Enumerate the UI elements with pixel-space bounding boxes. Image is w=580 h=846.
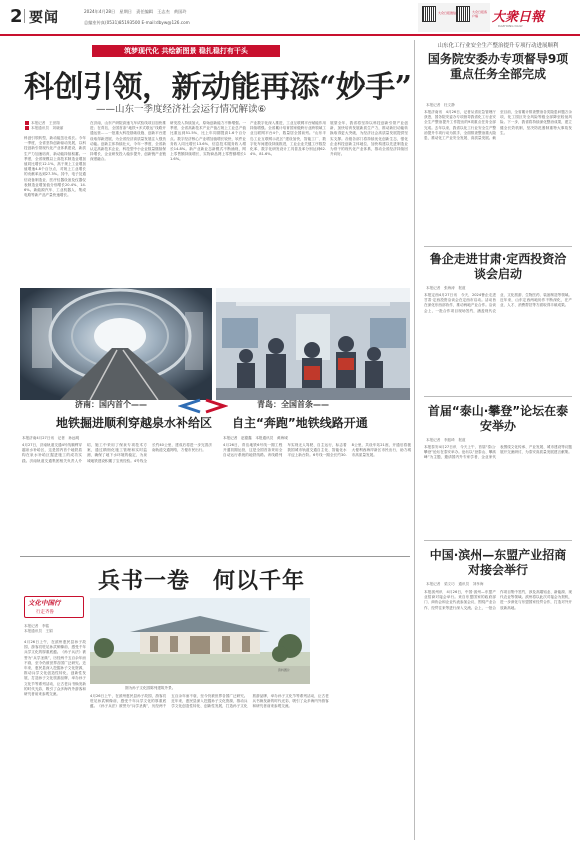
qr-caption: 大众日报微信 [438,11,457,15]
main-subtitle: ——山东一季度经济社会运行情况解读⑥ [96,104,267,115]
qr-code-icon[interactable] [456,6,470,22]
issue-meta: 2024年4月28日 星期日 责任编辑 王志杰 黄国玲 [84,9,187,14]
right-sub-headline[interactable]: 首届“泰山·攀登”论坛在泰安举办 [427,404,569,433]
main-column-3: 研发投入持续加大，原始创新能力不断增强。一季度，全省高新技术产业产值占规上工业总产值比重达到51.5%，比上年同期提高1.6个百分点。数字经济核心产业增加值增长较快，软件业务收入同比增长13.6%，信息技术服务收入增长14.8%。新产业新业态新模式不断涌现，网上零售额持续增长，实物商品网上零售额增长11.6%。 [170,121,246,162]
qr-strip [418,3,490,32]
culture-photo-credit: 资料图片 [278,668,291,672]
right-mid-text: 本报定西4月27日讯 今天，2024鲁企走进甘肃·定西投资洽谈会在定西市启动。活动旨在深化东西部协作，推动两地产业合作。洽谈会上，一批合作项目现场签约，涵盖现代农业、文化旅游、生物医药、装备制造等领域。近年来，山东定西两地协作不断深化，在产业、人才、消费帮扶等方面取得丰硕成果。 [424,293,572,313]
main-column-2: 在济南，山东产研院高速飞车试验线项目加快推进；在青岛，全国首条“地铁+多式联运”线路开通运营……一批重大科技基础设施、创新平台建设取得新进展，为全省经济高质量发展注入强劲动能。创新主体持续壮大，今年一季度，全省新认定高新技术企业、科技型中小企业数量继续保持增长，企业研发投入稳步提升，创新链产业链深度融合。 [90,121,166,162]
right-top-text: 本报济南讯 4月26日，记者从省应急管理厅获悉，国务院安委办专项督导我省化工行业安全生产整治提升工作提出的9项重点任务全部完成。去年以来，我省以化工行业安全生产整治提升专项行动为抓手，全面排查整治重大隐患，推动化工产业安全发展、高质量发展。截至目前，全省累计排查整治各类隐患问题万余项，化工园区安全风险等级全部降至较低风险。下一步，我省将持续深化整治成果，建立健全长效机制，坚决防范遏制重特大事故发生。 [424,110,572,141]
metro-byline-right: 本报记者 赵德鑫 本报通讯员 黄海城 [223,436,288,440]
culture-headline[interactable]: 兵书一卷 何以千年 [98,568,306,594]
series-banner: 筑梦现代化 共绘新图景 稳扎稳打有干头 [92,45,280,57]
logo-subtitle: DAZHONG DAILY [498,24,523,28]
photo-location-left: 济南：国内首个—— [75,400,147,409]
right-bottom-byline: 本报记者 梁文巧 通讯员 刘孝海 [426,582,484,586]
byline-marker-icon [25,126,29,130]
metro-photos [20,288,410,400]
column-divider [414,40,415,840]
metro-text-left: 4月27日，济南轨道交通4号线顺利穿越泉水补给区，这是国内首个地铁盾构在泉水补给区掘进施工的成功实践。济南轨道交通集团相关负责人介绍，施工中采用了保泉专项技术方案，通过精细化施工管理和实时监测，确保了地下水环境的稳定，为泉城地铁建设积累了宝贵经验。4号线全长约40公里，建成后将进一步完善济南轨道交通网络，方便市民出行。 [22,443,212,463]
right-mid-byline: 本报记者 张海涛 报道 [426,286,466,290]
culture-photo-caption: 图为孙子文化园陈列建筑外景。 [125,686,176,690]
main-column-1: 科创引领转型，新动能茁壮成长。今年一季度，全省坚持创新驱动发展，以科技创新引领现代化产业体系建设，新质生产力加速培育，新动能持续积蓄。一季度，全省规模以上高技术制造业增加值同比增长12.1%，高于规上工业增加值增速4.8个百分点，对规上工业增长的贡献率达到27.3%。其中，电子及通信设备制造业、医疗仪器设备及仪器仪表制造业增加值分别增长20.4%、14.6%。新能源汽车、工业机器人、集成电路等新产品产量快速增长。 [24,136,86,198]
right-bottom-headline[interactable]: 中国·滨州—东盟产业招商对接会举行 [429,548,567,577]
contact-meta: 总编室传真(0531)85193500 E-mail:dbyw@126.com [84,20,190,25]
right-sub-text: 本报泰安4月27日讯 今天上午，首届“泰山·攀登”论坛在泰安举办。论坛以“登泰山、攀高峰”为主题，邀请国内外专家学者、企业家代表围绕文化传承、产业发展、城市建设等议题展开交流研讨，为泰安高质量发展建言献策。 [424,445,572,460]
right-sub-byline: 本报记者 李振琦 报道 [426,438,466,442]
right-top-byline: 本报记者 杜文静 [426,103,455,107]
right-top-headline[interactable]: 国务院安委办专项督导9项重点任务全部完成 [427,52,569,81]
right-divider [424,246,572,247]
main-column-4: 产业数字化深入推进，工业互联网平台赋能作用持续增强。全省累计培育国家级跨行业跨领域工业互联网平台4个，数量居全国前列。“山东半岛工业互联网示范区”建设加快，智能工厂、数字化车间建设持续推进，工业企业关键工序数控化率、数字化研发设计工具普及率分别达到62.4%、81.6%。 [250,121,326,157]
right-mid-headline[interactable]: 鲁企走进甘肃·定西投资洽谈会启动 [429,252,567,281]
main-byline: 本报记者 王世翔 本报通讯员 刘晓丽 [25,121,87,131]
connect-arrows-icon [178,396,228,416]
qr-caption: 大众日报客户端 [472,10,488,18]
metro-text-right: 4月26日，青岛地铁6号线一期工程开通初期运营，这是全国首条采用全自动运行系统的地铁线路。该线路列车实现无人驾驶、自主运行，标志着我国城市轨道交通自主化、智能化水平迈上新台阶。6号线一期全长约30.8公里，共设车站21座，开通后将极大便利西海岸新区市民出行，助力城市高质量发展。 [223,443,411,458]
newspaper-logo: 大衆日報 [492,10,545,25]
photo-location-right: 青岛：全国首条—— [257,400,329,409]
subway-car-photo[interactable] [216,288,410,400]
section-title: 要闻 [29,10,59,26]
culture-text-col-1: 4月26日上午，在滨州惠民县孙子故园，游客们驻足孙武铜像前，感受千年兵学文化的厚重底蕴。《孙子兵法》被誉为“兵学圣典”，历经两千五百余年而不衰，至今仍被世界各国广泛研究。近年来，惠民县深入挖掘孙子文化资源，推动兵学文化创造性转化、创新性发展，打造孙子文化旅游品牌，举办孙子文化节等系列活动，让古老兵书焕发新的时代光彩，吸引了众多海内外游客和研究者前来参观交流。 [24,640,86,697]
page-number: 2 [10,6,23,27]
metro-byline-left: 本报济南4月27日讯 记者 孙远明 [22,436,80,440]
culture-byline: 本报记者 李铭 本报通讯员 王娟 [24,624,53,633]
metro-subhead-right[interactable]: 自主“奔跑”地铁线路开通 [232,416,368,430]
main-column-5: 展望全年，我省将坚持以科技创新引领产业创新，加快培育发展新质生产力，推动新旧动能转换取得更大突破，为经济社会高质量发展提供坚实支撑。各级各部门将持续优化创新生态，强化企业科技创新主体地位，加快构建以先进制造业为骨干的现代化产业体系，推动全省经济持续回升向好。 [330,121,408,157]
metro-subhead-left[interactable]: 地铁掘进顺利穿越泉水补给区 [56,416,213,430]
right-top-story [426,42,570,82]
column-logo: 文化中国行 [28,599,61,607]
column-logo-sub: 行走齐鲁 [36,610,54,615]
section-divider [20,556,410,557]
right-divider [424,540,572,541]
main-headline[interactable]: 科创引领，新动能再添“妙手” [24,70,412,105]
right-bottom-text: 本报滨州讯 4月26日，中国·滨州—东盟产业招商对接会举行。来自东盟国家的政府部门、商协会和企业代表参加会议，围绕产业合作、经贸往来等进行深入交流。会上，一批合作项目集中签约，涉及高端铝业、新能源、现代农业等领域。滨州将以此次对接会为契机，进一步深化与东盟国家经贸合作，打造对外开放新高地。 [424,590,572,610]
culture-text-main: 4月26日上午，在滨州惠民县孙子故园，游客们驻足孙武铜像前，感受千年兵学文化的厚重底蕴。《孙子兵法》被誉为“兵学圣典”，历经两千五百余年而不衰，至今仍被世界各国广泛研究。近年来，惠民县深入挖掘孙子文化资源，推动兵学文化创造性转化、创新性发展，打造孙子文化旅游品牌，举办孙子文化节等系列活动，让古老兵书焕发新的时代光彩，吸引了众多海内外游客和研究者前来参观交流。 [90,694,329,709]
tunnel-photo[interactable] [20,288,212,400]
qr-code-icon[interactable] [422,6,436,22]
right-divider [424,396,572,397]
byline-marker-icon [25,121,29,125]
right-top-kicker: 山东化工行业安全生产整治提升专项行动进展顺利 [437,43,559,49]
culture-park-photo[interactable] [90,598,310,684]
masthead [0,0,580,36]
masthead-separator [24,9,25,23]
